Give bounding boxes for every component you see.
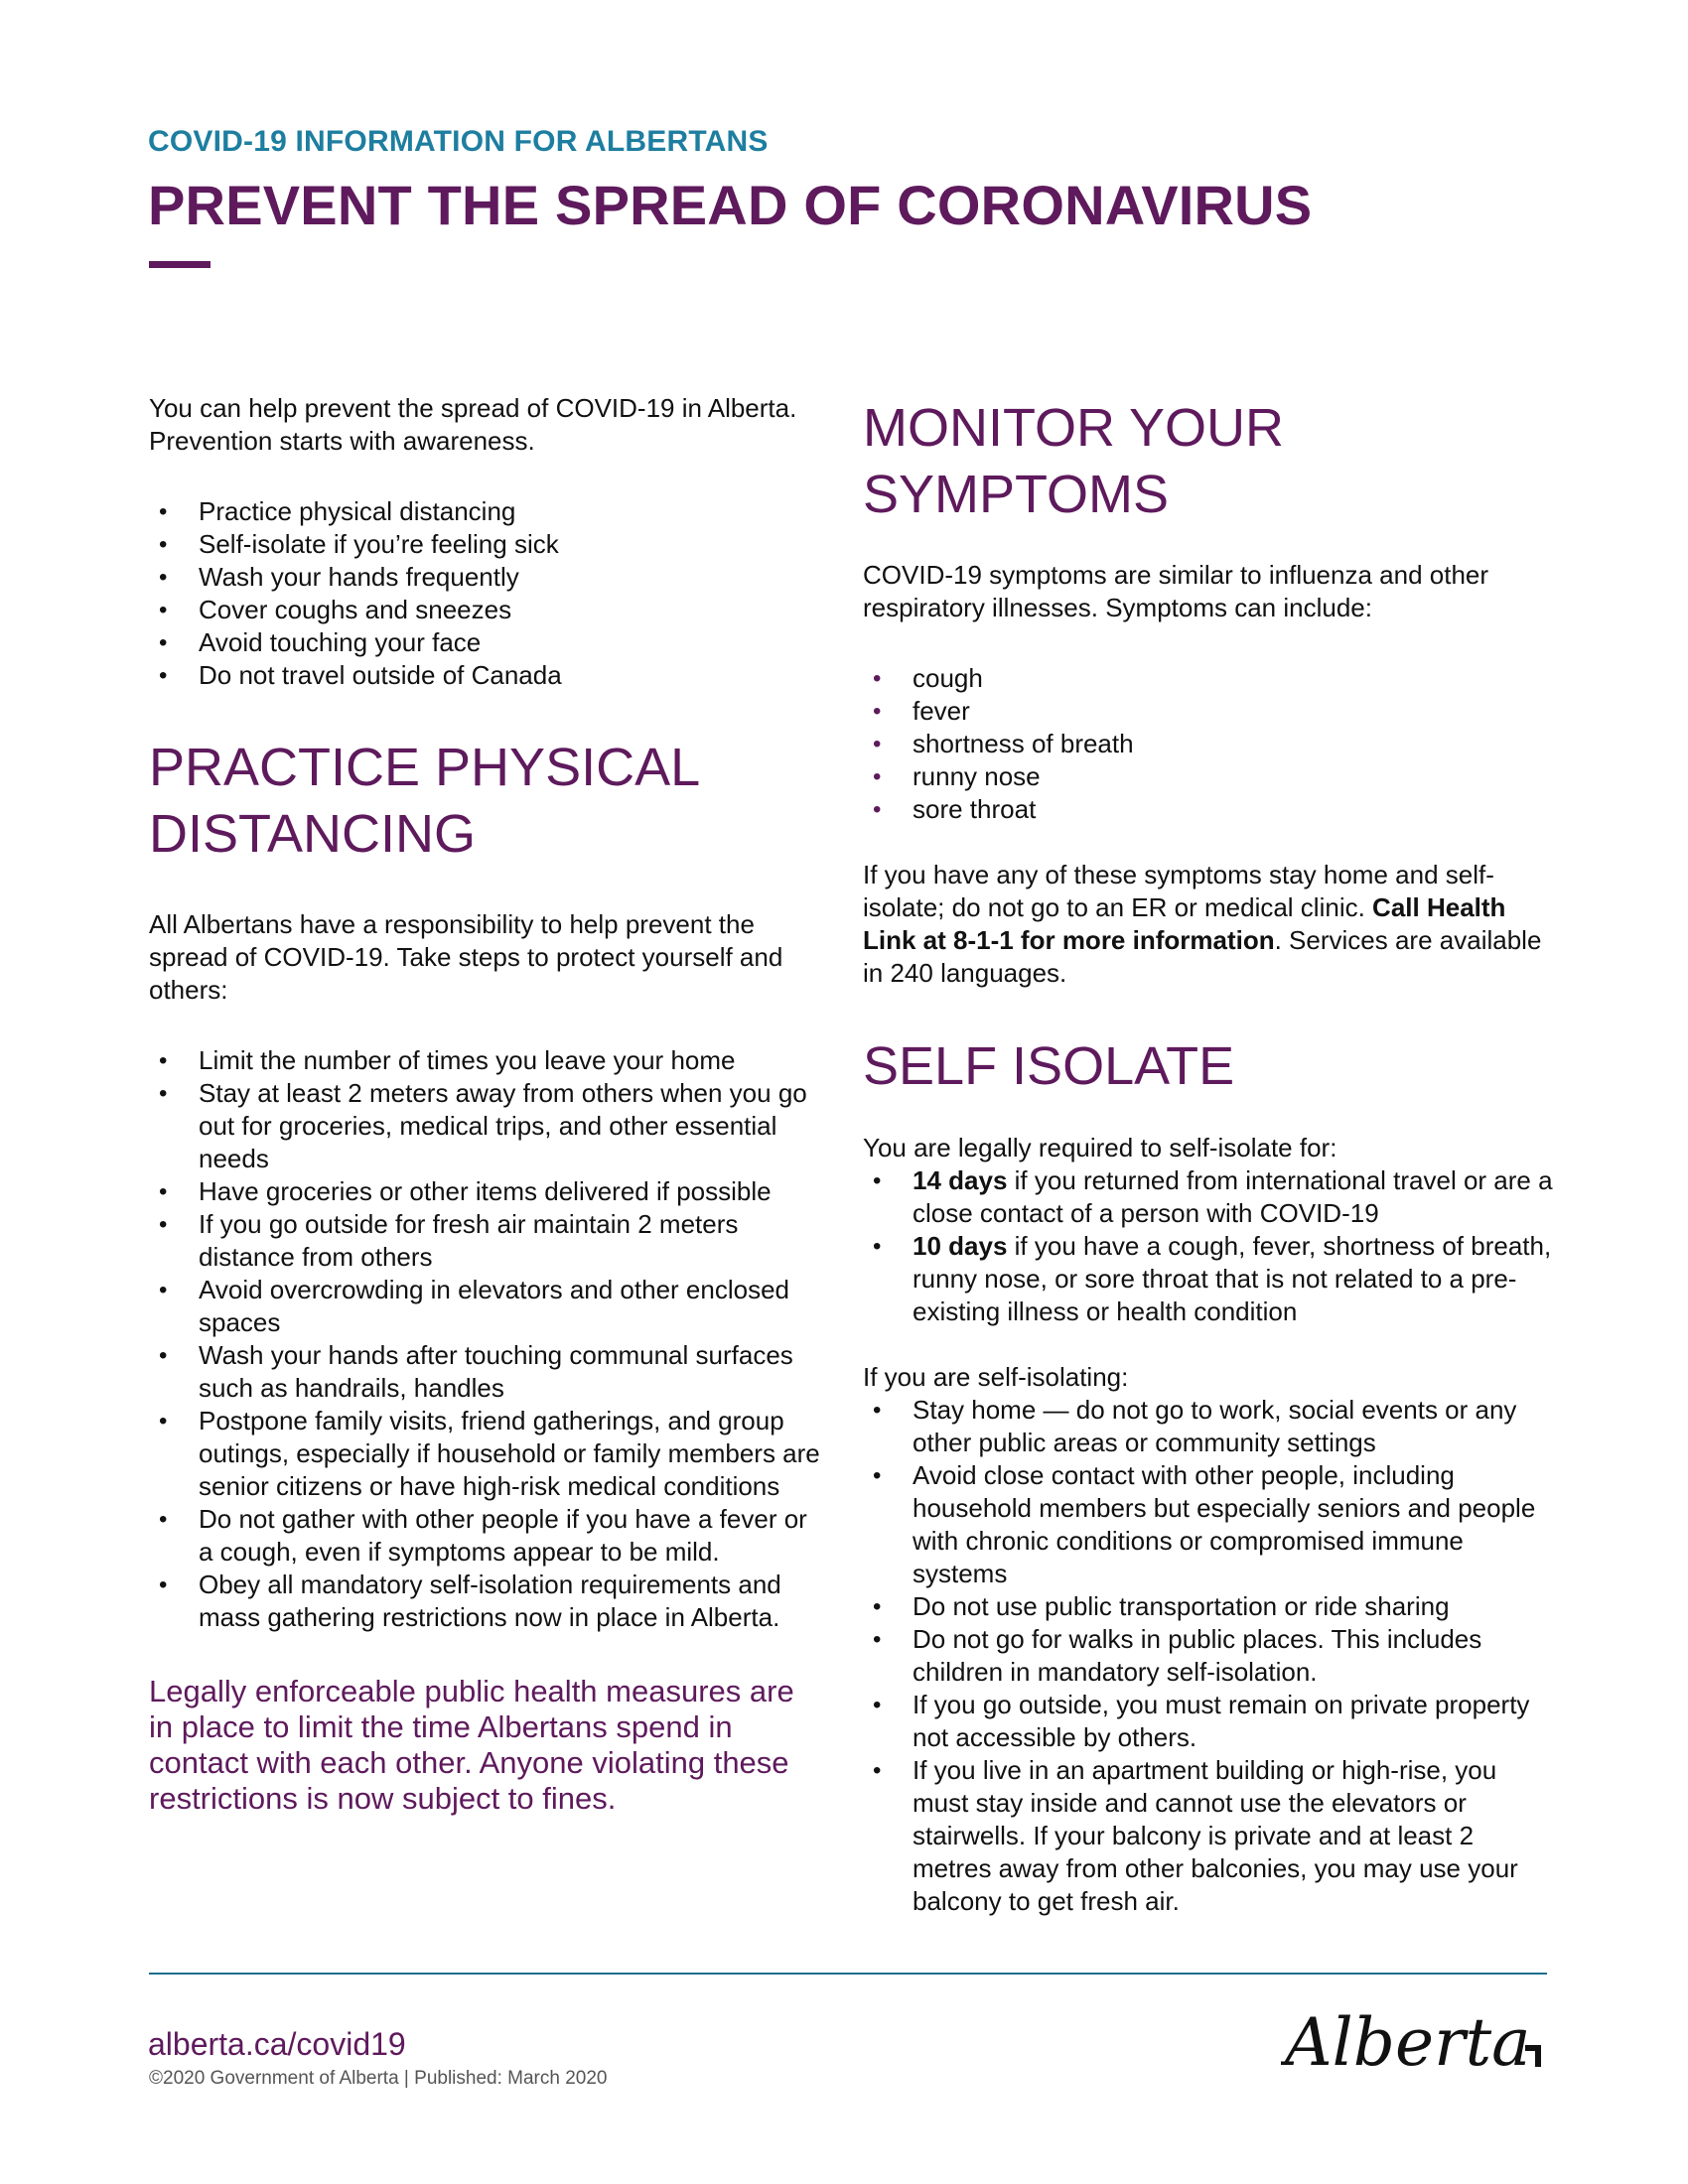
isolate-required: You are legally required to self-isolate for: (863, 1133, 1337, 1162)
list-item: • Wash your hands after touching communal surfaces such as handrails, handles (149, 1339, 824, 1405)
prevention-list (149, 495, 824, 692)
right-column (863, 395, 1558, 1918)
list-item: • Limit the number of times you leave your home (149, 1044, 824, 1077)
symptoms-advice (863, 859, 1558, 990)
distancing-list (149, 1044, 824, 1634)
intro-paragraph: You can help prevent the spread of COVID-19 in Alberta. Prevention starts with awareness. (149, 393, 797, 456)
symptoms-intro: COVID-19 symptoms are similar to influenza and other respiratory illnesses. Symptoms can include: (863, 560, 1489, 622)
list-item: • Stay at least 2 meters away from others when you go out for groceries, medical trips, and other essential needs (149, 1077, 824, 1175)
title-accent-rule (149, 261, 211, 268)
distancing-heading: PRACTICE PHYSICAL DISTANCING (149, 738, 699, 864)
list-item: • Obey all mandatory self-isolation requirements and mass gathering restrictions now in place in Alberta. (149, 1569, 824, 1634)
list-item: • runny nose (863, 760, 1558, 793)
symptoms-advice-text: If you have any of these symptoms stay home and self-isolate; do not go to an ER or medical clinic. (863, 860, 1494, 922)
list-item: • Do not gather with other people if you have a fever or a cough, even if symptoms appear to be mild. (149, 1503, 824, 1569)
period-text: if you returned from international travel or are a close contact of a person with COVID-19 (913, 1165, 1553, 1228)
list-item: • Have groceries or other items delivered if possible (149, 1175, 824, 1208)
left-column (149, 392, 824, 1817)
list-item: • sore throat (863, 793, 1558, 826)
list-item: • Avoid overcrowding in elevators and other enclosed spaces (149, 1274, 824, 1339)
isolate-heading: SELF ISOLATE (863, 1036, 1235, 1096)
isolate-periods-list (863, 1164, 1558, 1328)
list-item: • Avoid close contact with other people, including household members but especially seniors and people with chronic conditions or compromised immune systems (863, 1459, 1558, 1590)
list-item: • Postpone family visits, friend gatherings, and group outings, especially if household or family members are senior citizens or have high-risk medical conditions (149, 1405, 824, 1503)
alberta-logo-wordmark: Alberta (1285, 2004, 1531, 2081)
list-item: • If you live in an apartment building or high-rise, you must stay inside and cannot use the elevators or stairwells. If your balcony is private and at least 2 metres away from other balconies, you may use your balcony to get fresh air. (863, 1754, 1558, 1918)
health-link-callout: Call Health Link at 8-1-1 for more information (863, 892, 1506, 955)
distancing-intro: All Albertans have a responsibility to help prevent the spread of COVID-19. Take steps to protect yourself and others: (149, 909, 783, 1005)
symptoms-advice-text: . Services are available in 240 languages. (863, 925, 1542, 988)
period-text: if you have a cough, fever, shortness of breath, runny nose, or sore throat that is not related to a pre-existing illness or health condition (913, 1231, 1552, 1326)
list-item: • Avoid touching your face (149, 626, 824, 659)
list-item: • Stay home — do not go to work, social events or any other public areas or community settings (863, 1394, 1558, 1459)
footer-divider (149, 1973, 1547, 1975)
website-link[interactable]: alberta.ca/covid19 (148, 2026, 406, 2062)
list-item: • Do not travel outside of Canada (149, 659, 824, 692)
list-item: • Self-isolate if you’re feeling sick (149, 528, 824, 561)
symptoms-list (863, 662, 1558, 826)
period-duration: 10 days (913, 1231, 1008, 1261)
alberta-logo (1281, 2001, 1549, 2083)
list-item: • Cover coughs and sneezes (149, 594, 824, 626)
isolating-list (863, 1394, 1558, 1918)
isolating-intro: If you are self-isolating: (863, 1362, 1129, 1392)
copyright-notice: ©2020 Government of Alberta | Published: March 2020 (149, 2068, 608, 2089)
list-item (863, 1164, 1558, 1230)
header-kicker: COVID-19 INFORMATION FOR ALBERTANS (148, 125, 769, 158)
enforcement-callout: Legally enforceable public health measures are in place to limit the time Albertans spend in contact with each other. Anyone violating these restrictions is now subject to fines. (149, 1674, 794, 1816)
list-item: • Do not use public transportation or ride sharing (863, 1590, 1558, 1623)
list-item: • Do not go for walks in public places. This includes children in mandatory self-isolation. (863, 1623, 1558, 1689)
period-duration: 14 days (913, 1165, 1008, 1195)
list-item: • If you go outside, you must remain on private property not accessible by others. (863, 1689, 1558, 1754)
page-title: PREVENT THE SPREAD OF CORONAVIRUS (148, 174, 1313, 236)
list-item: • fever (863, 695, 1558, 728)
list-item: • shortness of breath (863, 728, 1558, 760)
list-item: • Practice physical distancing (149, 495, 824, 528)
list-item: • cough (863, 662, 1558, 695)
list-item: • Wash your hands frequently (149, 561, 824, 594)
list-item (863, 1230, 1558, 1328)
symptoms-heading: MONITOR YOUR SYMPTOMS (863, 398, 1285, 524)
list-item: • If you go outside for fresh air maintain 2 meters distance from others (149, 1208, 824, 1274)
